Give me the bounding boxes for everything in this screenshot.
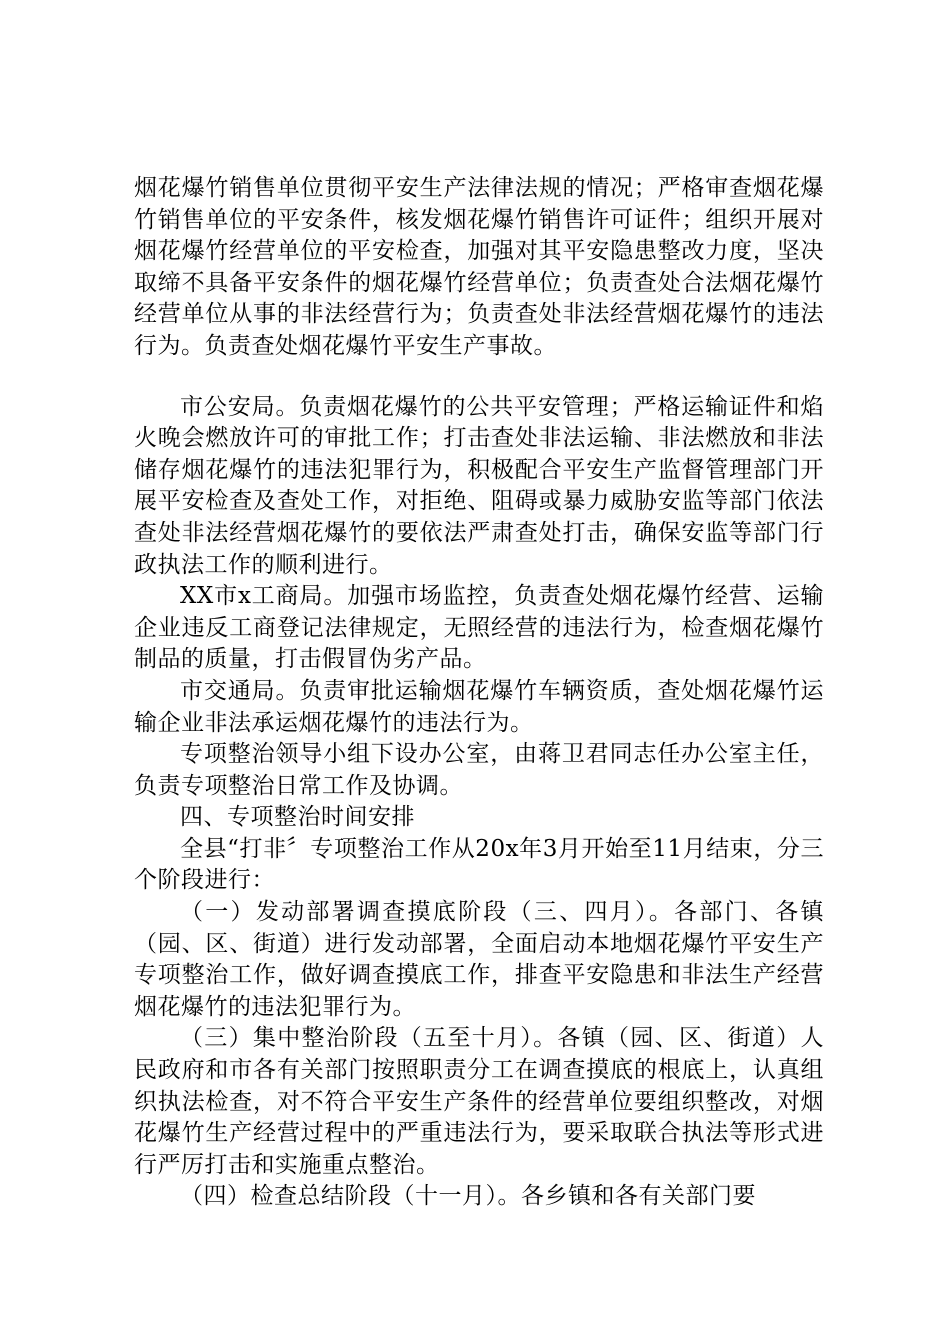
paragraph-sales-unit-duties: 烟花爆竹销售单位贯彻平安生产法律法规的情况；严格审查烟花爆竹销售单位的平安条件，核发烟花爆竹销售许可证件；组织开展对烟花爆竹经营单位的平安检查，加强对其平安隐患整改力度，坚决取缔不具备平安条件的烟花爆竹经营单位；负责查处合法烟花爆竹经营单位从事的非法经营行为；负责查处非法经营烟花爆竹的违法行为。负责查处烟花爆竹平安生产事故。 [134, 175, 824, 359]
paragraph-phase-one: （一）发动部署调查摸底阶段（三、四月）。各部门、各镇（园、区、街道）进行发动部署，全面启动本地烟花爆竹平安生产专项整治工作，做好调查摸底工作，排查平安隐患和非法生产经营烟花爆竹的违法犯罪行为。 [134, 899, 824, 1020]
paragraph-transport-bureau: 市交通局。负责审批运输烟花爆竹车辆资质，查处烟花爆竹运输企业非法承运烟花爆竹的违法行为。 [134, 677, 824, 736]
paragraph-public-security-bureau: 市公安局。负责烟花爆竹的公共平安管理；严格运输证件和焰火晚会燃放许可的审批工作；打击查处非法运输、非法燃放和非法储存烟花爆竹的违法犯罪行为，积极配合平安生产监督管理部门开展平安检查及查处工作，对拒绝、阻碍或暴力威胁安监等部门依法查处非法经营烟花爆竹的要依法严肃查处打击，确保安监等部门行政执法工作的顺利进行。 [134, 393, 824, 578]
paragraph-schedule-overview: 全县“打非〞专项整治工作从20x年3月开始至11月结束，分三个阶段进行： [134, 835, 824, 894]
paragraph-industry-commerce-bureau: XX市x工商局。加强市场监控，负责查处烟花爆竹经营、运输企业违反工商登记法律规定，无照经营的违法行为，检查烟花爆竹制品的质量，打击假冒伪劣产品。 [134, 583, 824, 673]
paragraph-phase-three: （三）集中整治阶段（五至十月）。各镇（园、区、街道）人民政府和市各有关部门按照职责分工在调查摸底的根底上，认真组织执法检查，对不符合平安生产条件的经营单位要组织整改，对烟花爆竹生产经营过程中的严重违法行为，要采取联合执法等形式进行严厉打击和实施重点整治。 [134, 1025, 824, 1178]
paragraph-phase-four: （四）检查总结阶段（十一月）。各乡镇和各有关部门要 [180, 1183, 756, 1210]
document-body [134, 173, 824, 1213]
section-heading-schedule: 四、专项整治时间安排 [180, 804, 415, 831]
paragraph-office-setup: 专项整治领导小组下设办公室，由蒋卫君同志任办公室主任，负责专项整治日常工作及协调。 [134, 741, 824, 799]
paragraph-gap [134, 363, 824, 392]
